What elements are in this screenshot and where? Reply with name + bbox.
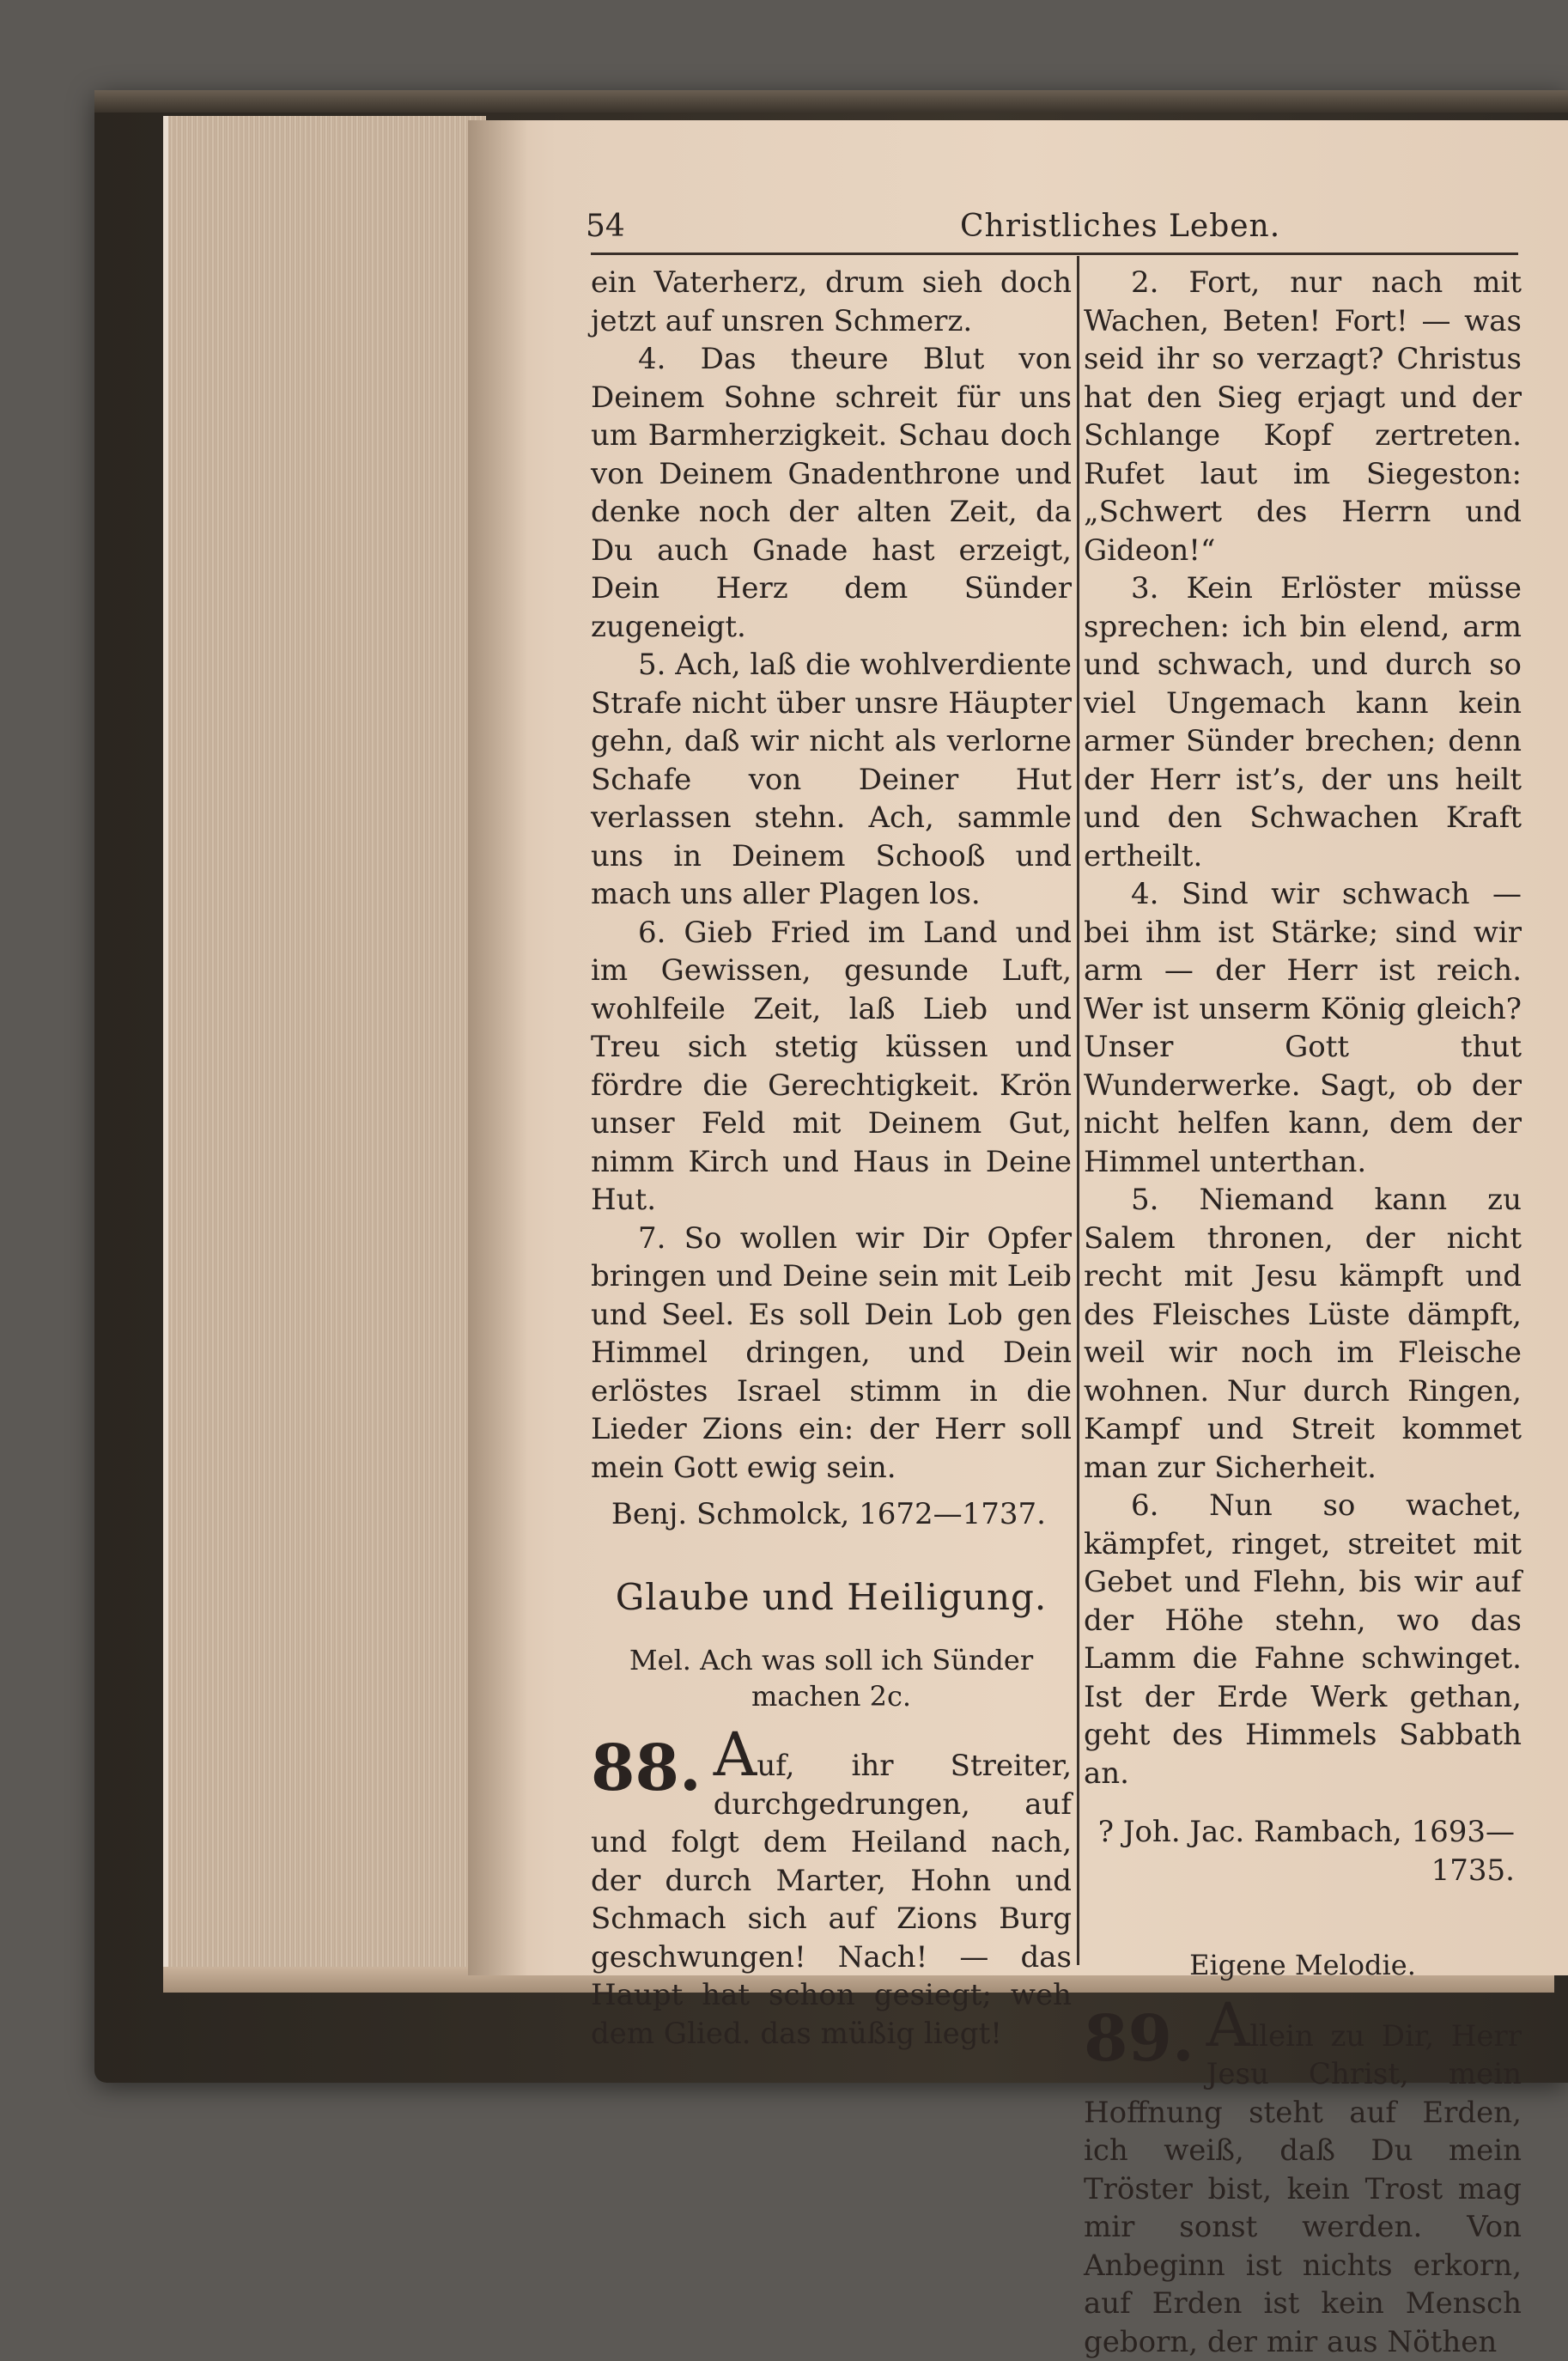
hymn-author: Benj. Schmolck, 1672—1737. [591,1495,1072,1534]
verse-5: 5. Niemand kann zu Salem thronen, der nicht recht mit Jesu kämpft und des Fleisches Lüste dämpft, weil wir noch im Fleische wohnen. Nur durch Ringen, Kampf und Streit kommet man zur Sicherheit. [1084,1181,1522,1487]
page-stack-edge [163,116,486,1988]
drop-initial: A [714,1719,757,1790]
hymn-author: ? Joh. Jac. Rambach, 1693—1735. [1084,1813,1522,1889]
verse-5: 5. Ach, laß die wohlverdiente Strafe nicht über unsre Häupter gehn, daß wir nicht als verlorne Schafe von Deiner Hut verlassen stehn. Ach, sammle uns in Deinem Schooß und mach uns aller Plagen los. [591,646,1072,914]
verse-6: 6. Gieb Fried im Land und im Gewissen, gesunde Luft, wohlfeile Zeit, laß Lieb und Treu sich stetig küssen und fördre die Gerechtigkeit. Krön unser Feld mit Deinem Gut, nimm Kirch und Haus in Deine Hut. [591,914,1072,1220]
left-column [591,264,1072,2053]
drop-initial: A [1206,1990,1250,2060]
melody-note: Eigene Melodie. [1084,1946,1522,1985]
page-content [582,2,1544,1977]
header-rule [591,253,1518,255]
verse-7: 7. So wollen wir Dir Opfer bringen und Deine sein mit Leib und Seel. Es soll Dein Lob gen Himmel dringen, und Dein erlöstes Israel stimm in die Lieder Zions ein: der Herr soll mein Gott ewig sein. [591,1220,1072,1488]
verse-4: 4. Das theure Blut von Deinem Sohne schreit für uns um Barmherzigkeit. Schau doch von Deinem Gnadenthrone und denke noch der alten Zeit, da Du auch Gnade hast erzeigt, Dein Herz dem Sünder zugeneigt. [591,340,1072,646]
verse-6: 6. Nun so wachet, kämpfet, ringet, streitet mit Gebet und Flehn, bis wir auf der Höhe stehn, wo das Lamm die Fahne schwinget. Ist der Erde Werk gethan, geht des Himmels Sabbath an. [1084,1487,1522,1792]
running-head [582,208,1518,247]
page-number: 54 [586,208,625,246]
verse-2: 2. Fort, nur nach mit Wachen, Beten! Fort! — was seid ihr so verzagt? Christus hat den Sieg erjagt und der Schlange Kopf zertreten. Rufet laut im Siegeston: „Schwert des Herrn und Gideon!“ [1084,264,1522,569]
gutter-shadow [468,120,528,1975]
hymn-text: llein zu Dir, Herr Jesu Christ, mein Hoffnung steht auf Erden, ich weiß, daß Du mein Tröster bist, kein Trost mag mir sonst werden. Von Anbeginn ist nichts erkorn, auf Erden ist kein Mensch geborn, der mir aus Nöthen [1084,2019,1522,2359]
hymn-88 [591,1733,1072,2053]
running-title: Christliches Leben. [960,208,1280,246]
hymn-text: uf, ihr Streiter, durchgedrungen, auf und folgt dem Heiland nach, der durch Marter, Hohn und Schmach sich auf Zions Burg geschwungen! Nach! — das Haupt hat schon gesiegt; weh dem Glied. das müßig liegt! [591,1749,1072,2051]
verse-3: 3. Kein Erlöster müsse sprechen: ich bin elend, arm und schwach, und durch so viel Ungemach kann kein armer Sünder brechen; denn der Herr ist’s, der uns heilt und den Schwachen Kraft ertheilt. [1084,569,1522,875]
hymn-number: 89. [1084,2004,1194,2066]
column-rule [1077,256,1079,1965]
verse-4: 4. Sind wir schwach — bei ihm ist Stärke; sind wir arm — der Herr ist reich. Wer ist unserm König gleich? Unser Gott thut Wunderwerke. Sagt, ob der nicht helfen kann, dem der Himmel unterthan. [1084,875,1522,1181]
hymn-number: 88. [591,1733,702,1795]
hymn-89 [1084,2004,1522,2361]
verse-continuation: ein Vaterherz, drum sieh doch jetzt auf unsren Schmerz. [591,264,1072,340]
right-column [1084,264,1522,2361]
section-title: Glaube und Heiligung. [591,1579,1072,1617]
melody-note: Mel. Ach was soll ich Sünder machen 2c. [617,1642,1046,1714]
